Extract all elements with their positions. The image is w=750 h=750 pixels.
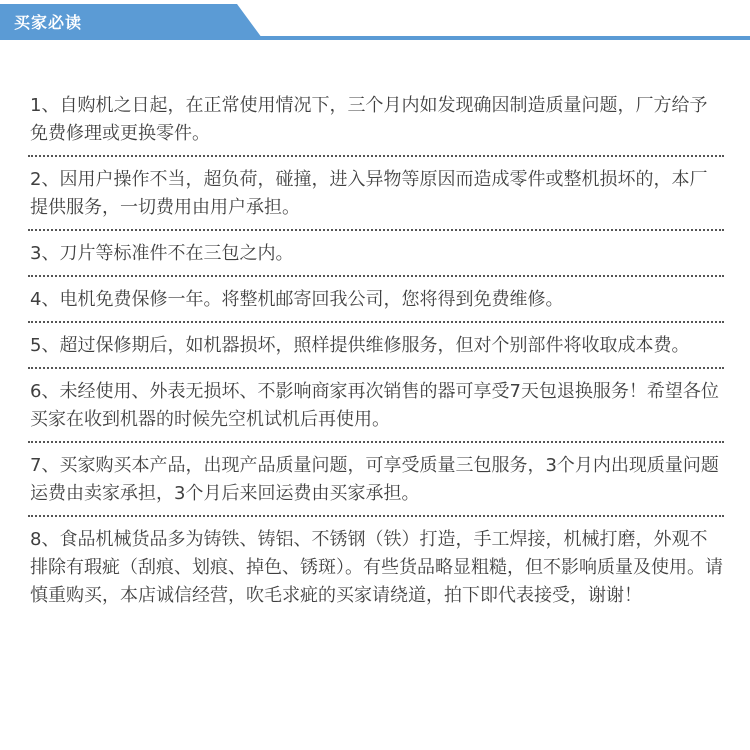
dotted-divider [28,367,724,369]
rule-item-6: 6、未经使用、外表无损坏、不影响商家再次销售的器可享受7天包退换服务！希望各位买家在收到机器的时候先空机试机后再使用。 [30,381,719,430]
dotted-divider [28,515,724,517]
rules-list [28,92,724,610]
dotted-divider [28,321,724,323]
rule-item-5: 5、超过保修期后，如机器损坏，照样提供维修服务，但对个别部件将收取成本费。 [30,335,690,356]
dotted-divider [28,275,724,277]
rule-item-4: 4、电机免费保修一年。将整机邮寄回我公司，您将得到免费维修。 [30,289,564,310]
dotted-divider [28,155,724,157]
section-title: 买家必读 [14,13,83,32]
dotted-divider [28,229,724,231]
rule-item-3: 3、刀片等标准件不在三包之内。 [30,243,294,264]
rule-item-8: 8、食品机械货品多为铸铁、铸铝、不锈钢（铁）打造，手工焊接，机械打磨，外观不排除有瑕疵（刮痕、划痕、掉色、锈斑）。有些货品略显粗糙，但不影响质量及使用。请慎重购买，本店诚信经营，吹毛求疵的买家请绕道，拍下即代表接受，谢谢！ [30,529,723,606]
rule-item-7: 7、买家购买本产品，出现产品质量问题，可享受质量三包服务，3个月内出现质量问题运费由卖家承担，3个月后来回运费由买家承担。 [30,455,719,504]
dotted-divider [28,441,724,443]
rule-item-2: 2、因用户操作不当，超负荷，碰撞，进入异物等原因而造成零件或整机损坏的，本厂提供服务，一切费用由用户承担。 [30,169,708,218]
header-underline [0,36,750,40]
rule-item-1: 1、自购机之日起，在正常使用情况下，三个月内如发现确因制造质量问题，厂方给予免费修理或更换零件。 [30,95,708,144]
section-header [0,0,750,40]
